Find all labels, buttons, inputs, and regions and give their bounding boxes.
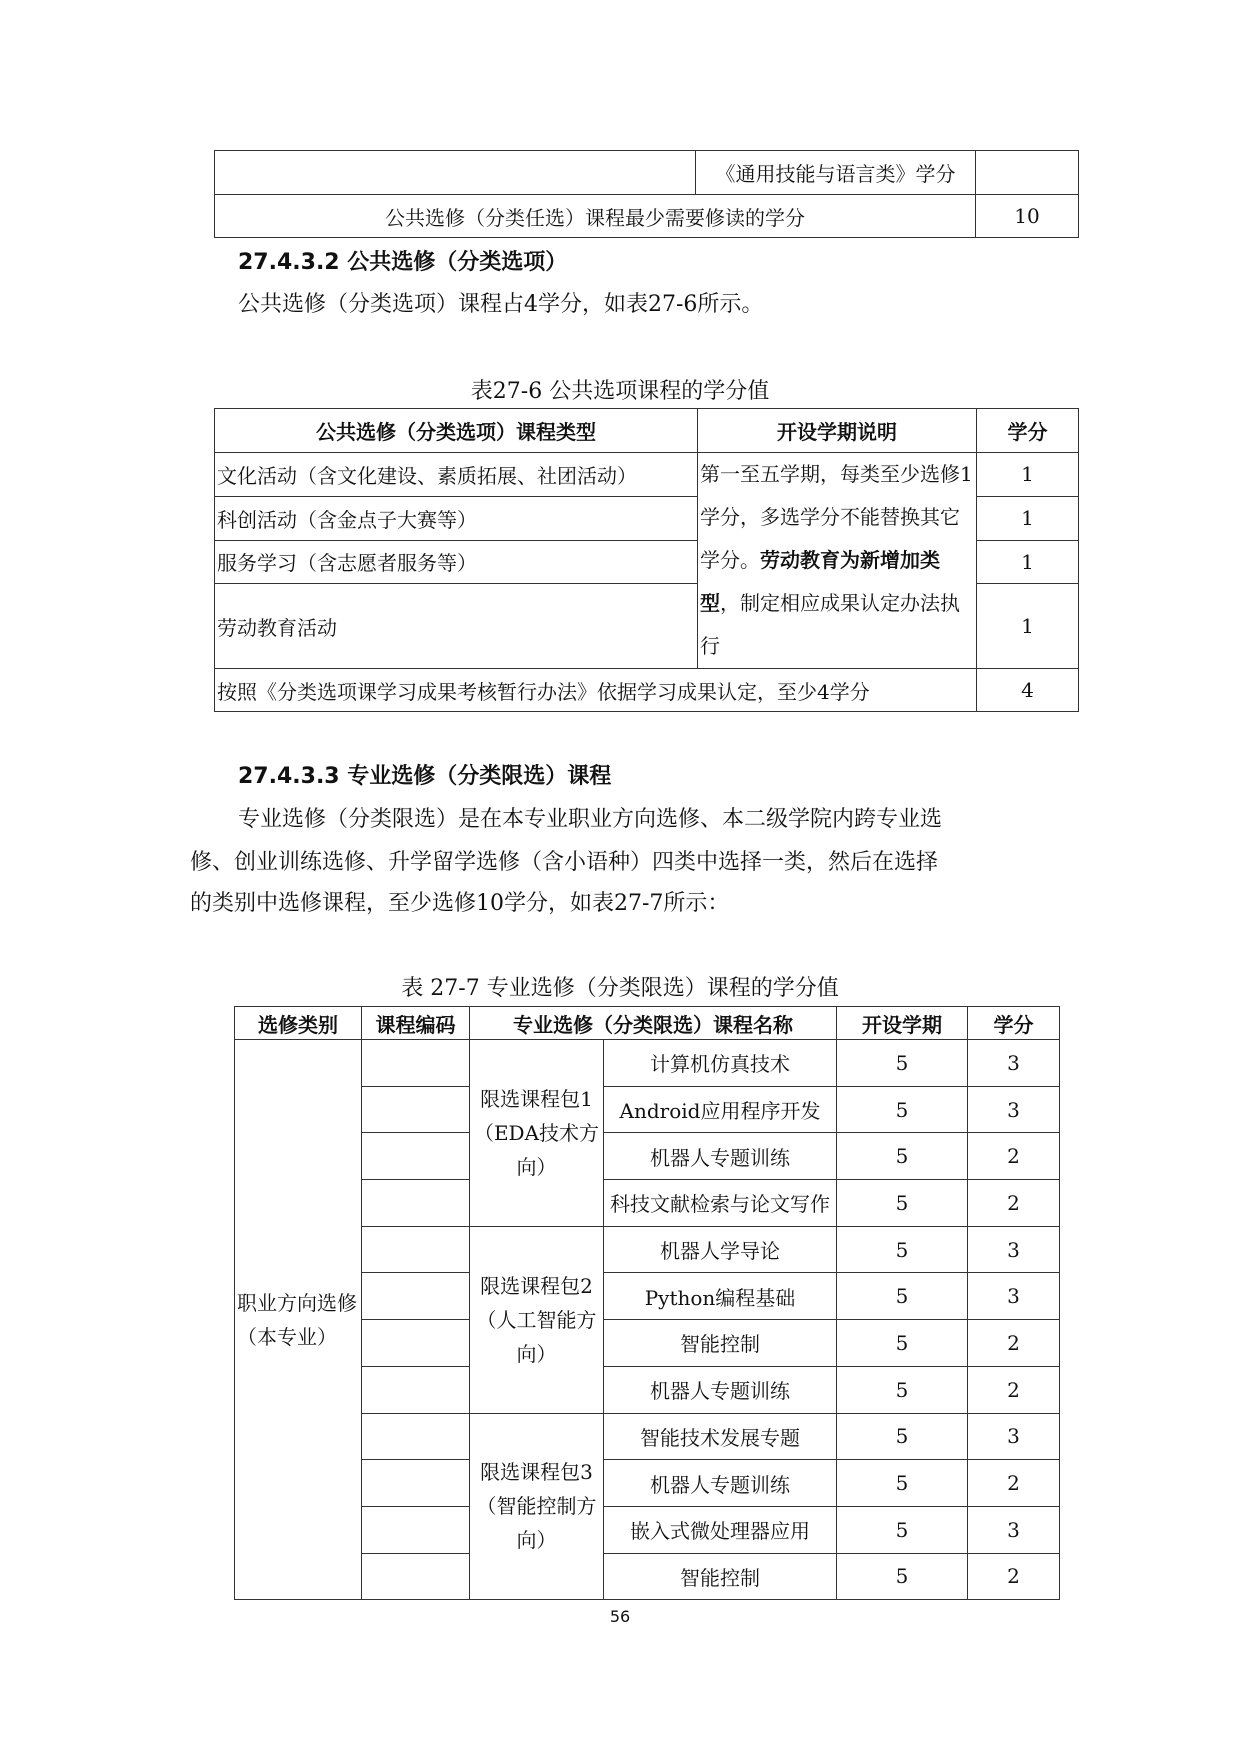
term-cell: 5 <box>837 1086 968 1133</box>
course-code-cell <box>362 1086 470 1133</box>
table-row <box>235 1040 1060 1087</box>
course-name-cell: 机器人专题训练 <box>604 1133 837 1180</box>
credit-cell: 2 <box>968 1366 1060 1413</box>
package-cell: 限选课程包2（人工智能方向） <box>470 1226 604 1413</box>
table-cell: 公共选修（分类任选）课程最少需要修读的学分 <box>215 195 976 238</box>
course-name-cell: 嵌入式微处理器应用 <box>604 1506 837 1553</box>
course-name-cell: 科技文献检索与论文写作 <box>604 1180 837 1227</box>
table-cell: 1 <box>977 496 1079 540</box>
credit-cell: 3 <box>968 1226 1060 1273</box>
credit-cell: 2 <box>968 1553 1060 1600</box>
table-cell: 1 <box>977 540 1079 584</box>
table-27-6 <box>214 408 1079 712</box>
paragraph-line: 修、创业训练选修、升学留学选修（含小语种）四类中选择一类，然后在选择 <box>190 850 939 875</box>
course-code-cell <box>362 1180 470 1227</box>
table-cell: 按照《分类选项课学习成果考核暂行办法》依据学习成果认定，至少4学分 <box>215 669 977 712</box>
course-name-cell: 智能控制 <box>604 1320 837 1367</box>
table-cell: 1 <box>977 453 1079 497</box>
package-cell: 限选课程包1（EDA技术方向） <box>470 1040 604 1227</box>
credit-cell: 3 <box>968 1413 1060 1460</box>
term-cell: 5 <box>837 1320 968 1367</box>
course-name-cell: 机器人专题训练 <box>604 1460 837 1507</box>
course-name-cell: 机器人学导论 <box>604 1226 837 1273</box>
table-cell: 4 <box>977 669 1079 712</box>
course-code-cell <box>362 1413 470 1460</box>
course-name-cell: 机器人专题训练 <box>604 1366 837 1413</box>
course-code-cell <box>362 1273 470 1320</box>
table-caption: 表27-6 公共选项课程的学分值 <box>470 379 770 404</box>
credit-cell: 3 <box>968 1273 1060 1320</box>
table-cell: 1 <box>977 584 1079 669</box>
table-cell: 10 <box>976 195 1079 238</box>
course-name-cell: 智能技术发展专题 <box>604 1413 837 1460</box>
table-caption: 表 27-7 专业选修（分类限选）课程的学分值 <box>401 976 839 1001</box>
credit-cell: 2 <box>968 1180 1060 1227</box>
credit-cell: 3 <box>968 1506 1060 1553</box>
term-cell: 5 <box>837 1273 968 1320</box>
term-cell: 5 <box>837 1180 968 1227</box>
course-code-cell <box>362 1133 470 1180</box>
term-cell: 5 <box>837 1460 968 1507</box>
course-name-cell: 智能控制 <box>604 1553 837 1600</box>
course-code-cell <box>362 1506 470 1553</box>
paragraph-line: 的类别中选修课程，至少选修10学分，如表27-7所示： <box>190 891 730 916</box>
table-cell: 科创活动（含金点子大赛等） <box>215 496 698 540</box>
column-header: 选修类别 <box>235 1007 362 1040</box>
term-cell: 5 <box>837 1133 968 1180</box>
table-cell: 服务学习（含志愿者服务等） <box>215 540 698 584</box>
course-code-cell <box>362 1226 470 1273</box>
category-cell: 职业方向选修（本专业） <box>235 1040 362 1600</box>
term-cell: 5 <box>837 1553 968 1600</box>
table-27-7 <box>234 1006 1060 1600</box>
course-name-cell: Android应用程序开发 <box>604 1086 837 1133</box>
section-heading: 27.4.3.3 专业选修（分类限选）课程 <box>238 764 612 789</box>
column-header: 课程编码 <box>362 1007 470 1040</box>
term-cell: 5 <box>837 1226 968 1273</box>
course-code-cell <box>362 1366 470 1413</box>
table-prev-fragment <box>214 150 1079 238</box>
table-cell: 劳动教育活动 <box>215 584 698 669</box>
column-header: 学分 <box>977 409 1079 453</box>
paragraph: 公共选修（分类选项）课程占4学分，如表27-6所示。 <box>238 292 764 317</box>
term-cell: 5 <box>837 1506 968 1553</box>
credit-cell: 2 <box>968 1460 1060 1507</box>
column-header: 开设学期说明 <box>698 409 977 453</box>
course-code-cell <box>362 1320 470 1367</box>
column-header: 开设学期 <box>837 1007 968 1040</box>
page-number: 56 <box>609 1607 631 1626</box>
package-cell: 限选课程包3（智能控制方向） <box>470 1413 604 1600</box>
course-code-cell <box>362 1460 470 1507</box>
section-heading: 27.4.3.2 公共选修（分类选项） <box>238 250 568 275</box>
table-cell: 文化活动（含文化建设、素质拓展、社团活动） <box>215 453 698 497</box>
table-cell: 《通用技能与语言类》学分 <box>696 151 976 195</box>
paragraph-line: 专业选修（分类限选）是在本专业职业方向选修、本二级学院内跨专业选 <box>238 807 943 832</box>
column-header: 学分 <box>968 1007 1060 1040</box>
term-description: 第一至五学期，每类至少选修1学分，多选学分不能替换其它学分。劳动教育为新增加类型，制定相应成果认定办法执行 <box>698 453 977 669</box>
term-cell: 5 <box>837 1413 968 1460</box>
course-name-cell: 计算机仿真技术 <box>604 1040 837 1087</box>
credit-cell: 3 <box>968 1086 1060 1133</box>
course-code-cell <box>362 1553 470 1600</box>
column-header: 公共选修（分类选项）课程类型 <box>215 409 698 453</box>
term-cell: 5 <box>837 1366 968 1413</box>
credit-cell: 2 <box>968 1320 1060 1367</box>
credit-cell: 2 <box>968 1133 1060 1180</box>
course-code-cell <box>362 1040 470 1087</box>
term-cell: 5 <box>837 1040 968 1087</box>
course-name-cell: Python编程基础 <box>604 1273 837 1320</box>
column-header: 专业选修（分类限选）课程名称 <box>470 1007 837 1040</box>
credit-cell: 3 <box>968 1040 1060 1087</box>
